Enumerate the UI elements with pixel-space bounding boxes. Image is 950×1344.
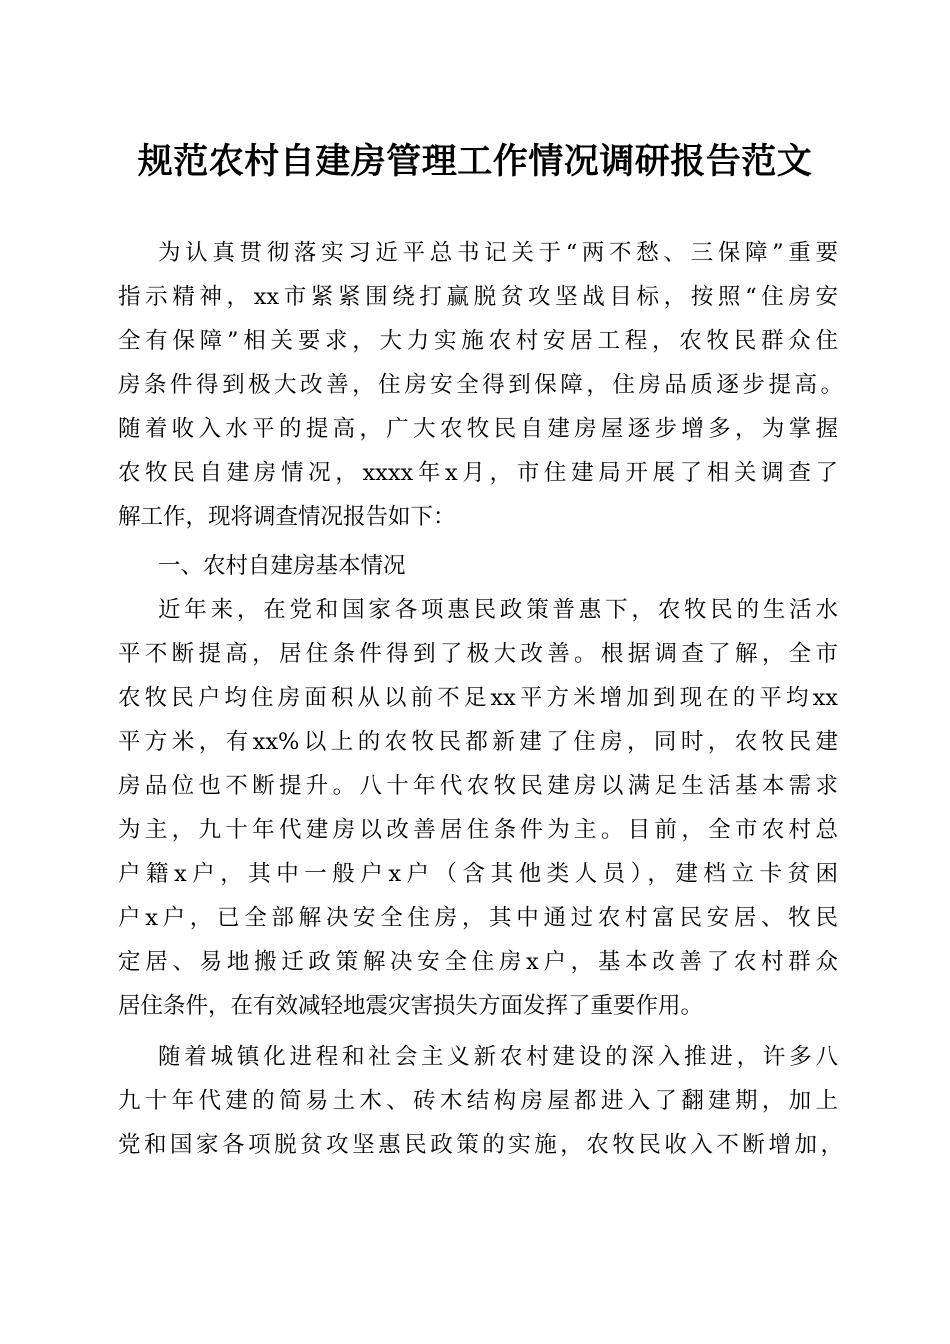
paragraph-1-line-7: 解工作，现将调查情况报告如下： xyxy=(118,504,456,530)
paragraph-2-line-7: 户籍x户，其中一般户x户（含其他类人员），建档立卡贫困 xyxy=(118,861,838,887)
paragraph-3-line-2: 九十年代建的简易土木、砖木结构房屋都进入了翻建期，加上 xyxy=(118,1088,838,1114)
paragraph-1-line-6: 农牧民自建房情况，xxxx年x月，市住建局开展了相关调查了 xyxy=(118,460,838,486)
paragraph-1-line-3: 全有保障”相关要求，大力实施农村安居工程，农牧民群众住 xyxy=(118,328,838,354)
paragraph-3-line-1: 随着城镇化进程和社会主义新农村建设的深入推进，许多八 xyxy=(158,1044,838,1070)
paragraph-1-line-5: 随着收入水平的提高，广大农牧民自建房屋逐步增多，为掌握 xyxy=(118,416,838,442)
paragraph-2-line-3: 农牧民户均住房面积从以前不足xx平方米增加到现在的平均xx xyxy=(118,685,838,711)
paragraph-2-line-1: 近年来，在党和国家各项惠民政策普惠下，农牧民的生活水 xyxy=(158,597,838,623)
paragraph-2-line-8: 户x户，已全部解决安全住房，其中通过农村富民安居、牧民 xyxy=(118,905,838,931)
paragraph-2-line-4: 平方米，有xx%以上的农牧民都新建了住房，同时，农牧民建 xyxy=(118,729,838,755)
paragraph-1-line-4: 房条件得到极大改善，住房安全得到保障，住房品质逐步提高。 xyxy=(118,372,843,398)
paragraph-2-line-6: 为主，九十年代建房以改善居住条件为主。目前，全市农村总 xyxy=(118,817,838,843)
document-title: 规范农村自建房管理工作情况调研报告范文 xyxy=(137,141,813,182)
paragraph-1-line-2: 指示精神，xx市紧紧围绕打赢脱贫攻坚战目标，按照“住房安 xyxy=(118,284,838,310)
section-heading-1: 一、农村自建房基本情况 xyxy=(158,553,406,579)
paragraph-2-line-9: 定居、易地搬迁政策解决安全住房x户，基本改善了农村群众 xyxy=(118,949,838,975)
paragraph-2-line-5: 房品位也不断提升。八十年代农牧民建房以满足生活基本需求 xyxy=(118,773,838,799)
paragraph-2-line-2: 平不断提高，居住条件得到了极大改善。根据调查了解，全市 xyxy=(118,641,838,667)
paragraph-1-line-1: 为认真贯彻落实习近平总书记关于“两不愁、三保障”重要 xyxy=(158,240,838,266)
paragraph-2-line-10: 居住条件，在有效减轻地震灾害损失方面发挥了重要作用。 xyxy=(118,993,704,1019)
paragraph-3-line-3: 党和国家各项脱贫攻坚惠民政策的实施，农牧民收入不断增加， xyxy=(118,1132,843,1158)
